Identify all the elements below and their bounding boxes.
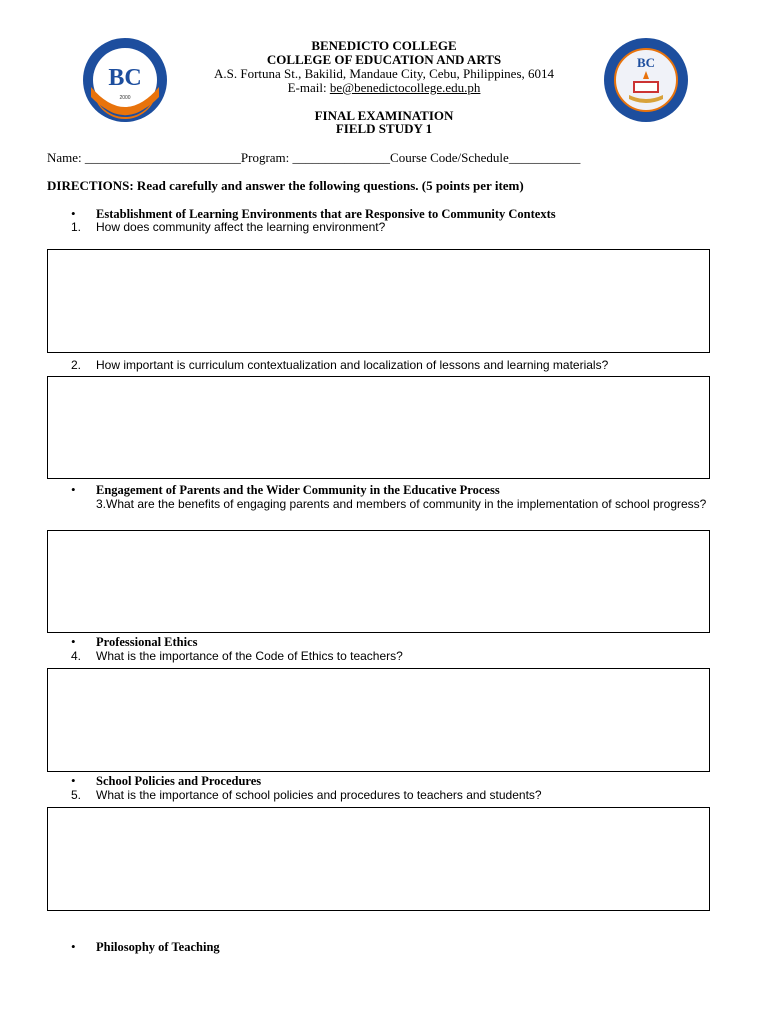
section-heading: School Policies and Procedures [96, 774, 262, 788]
exam-subject: FIELD STUDY 1 [335, 121, 433, 136]
question-text: What is the importance of school policies and procedures to teachers and students? [96, 788, 542, 802]
bullet-icon: • [71, 482, 76, 497]
email-line [180, 81, 588, 95]
svg-text:2000: 2000 [119, 95, 131, 101]
bullet-icon: • [71, 634, 76, 649]
answer-box-1[interactable] [47, 249, 710, 353]
bullet-icon: • [71, 206, 76, 221]
answer-box-5[interactable] [47, 807, 710, 911]
question-text: 3.What are the benefits of engaging parents and members of community in the implementation of school progress? [96, 497, 707, 511]
college-logo-left [82, 37, 168, 123]
school-address: A.S. Fortuna St., Bakilid, Mandaue City, Cebu, Philippines, 6014 [213, 66, 555, 81]
answer-box-2[interactable] [47, 376, 710, 479]
question-text: What is the importance of the Code of Ethics to teachers? [96, 649, 403, 663]
svg-text:BC: BC [108, 65, 142, 91]
question-number: 4. [71, 649, 82, 663]
directions: DIRECTIONS: Read carefully and answer the following questions. (5 points per item) [47, 178, 524, 193]
bullet-icon: • [71, 773, 76, 788]
svg-text:BC: BC [636, 55, 656, 70]
question-number: 5. [71, 788, 82, 802]
bullet-icon: • [71, 939, 76, 954]
college-of-education-logo-right [603, 37, 689, 123]
email-link[interactable]: be@benedictocollege.edu.ph [329, 80, 481, 95]
student-info-line[interactable]: Name: ________________________Program: _______________Course Code/Schedule___________ [47, 150, 581, 165]
college-name: COLLEGE OF EDUCATION AND ARTS [266, 52, 502, 67]
question-text: How important is curriculum contextualization and localization of lessons and learning materials? [96, 358, 609, 372]
section-heading: Philosophy of Teaching [96, 940, 220, 954]
question-number: 1. [71, 220, 82, 234]
answer-box-4[interactable] [47, 668, 710, 772]
exam-title: FINAL EXAMINATION [314, 108, 454, 123]
section-heading: Engagement of Parents and the Wider Community in the Educative Process [96, 483, 500, 497]
question-number: 2. [71, 358, 82, 372]
section-heading: Establishment of Learning Environments that are Responsive to Community Contexts [96, 207, 556, 221]
section-heading: Professional Ethics [96, 635, 198, 649]
email-label: E-mail: [287, 80, 327, 95]
school-name: BENEDICTO COLLEGE [311, 38, 457, 53]
answer-box-3[interactable] [47, 530, 710, 633]
question-text: How does community affect the learning environment? [96, 220, 386, 234]
